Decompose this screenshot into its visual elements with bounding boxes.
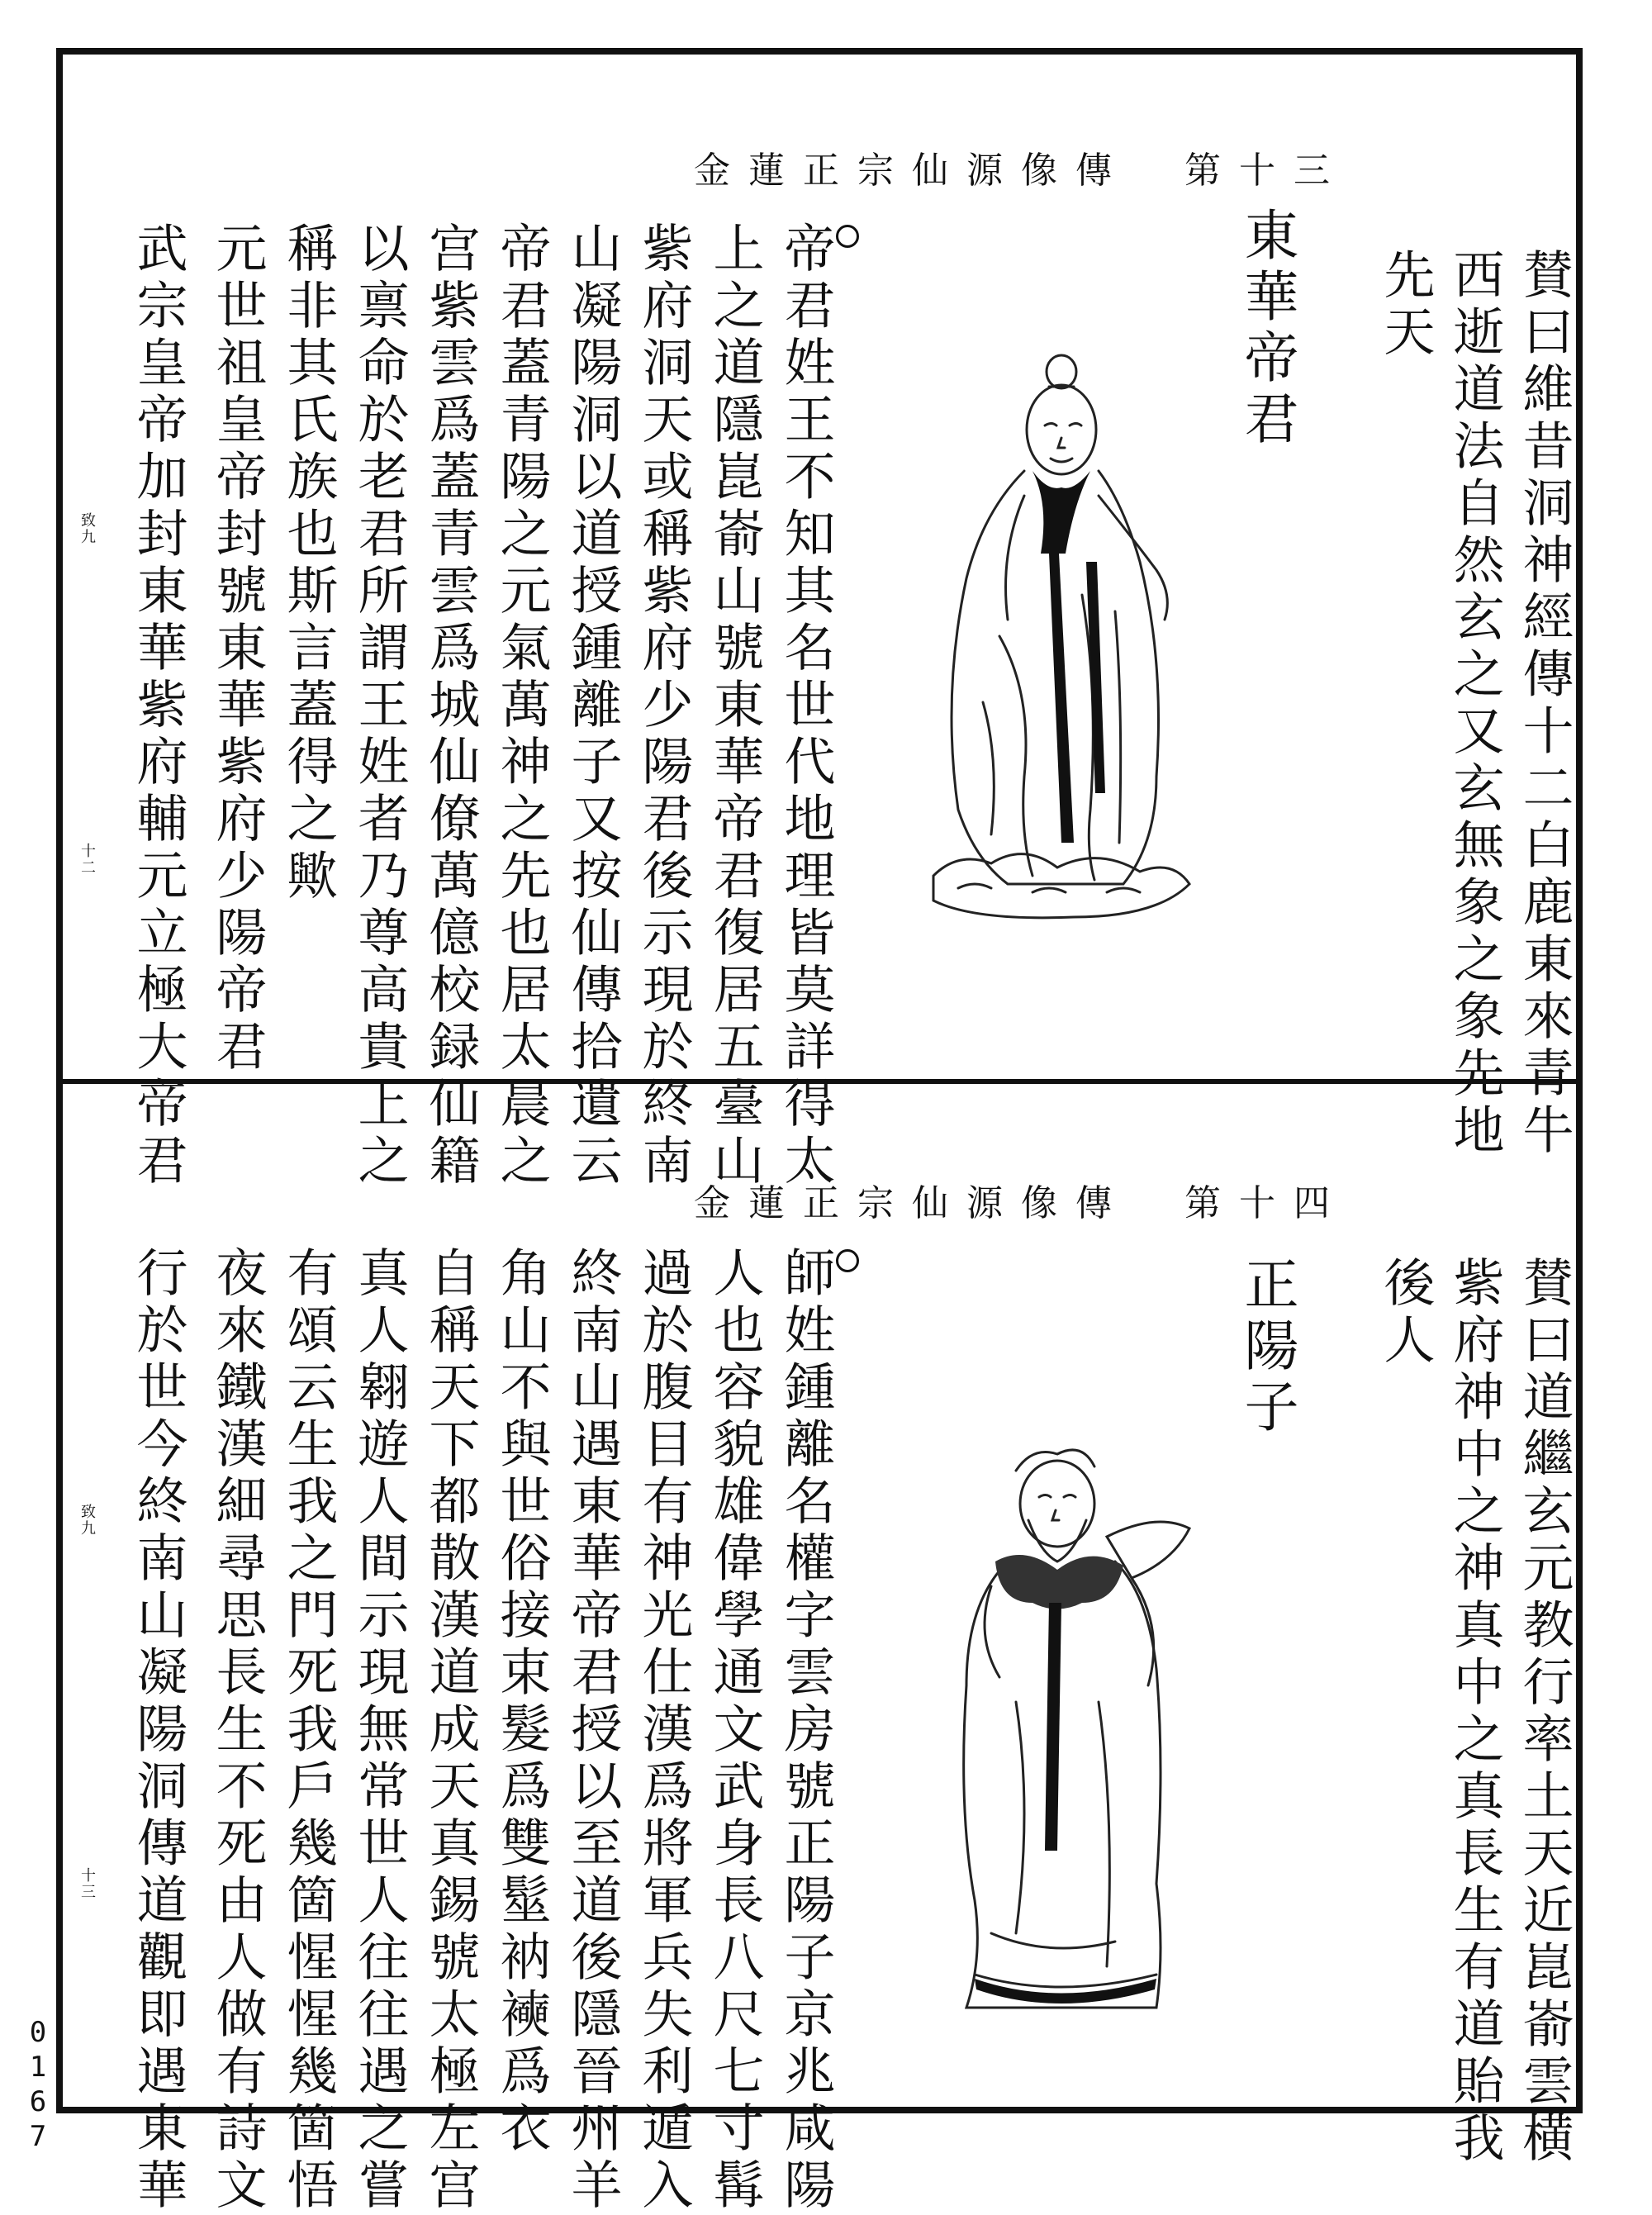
bio-line-1: 師姓鍾離名權字雲房號正陽子京兆咸陽 xyxy=(776,1246,836,2215)
praise-line-1: 賛曰維昔洞神經傳十二白鹿東來青牛 xyxy=(1514,248,1574,1160)
praise-line-3: 先天 xyxy=(1375,248,1436,362)
bio-line-4: 山凝陽洞以道授鍾離子又按仙傳拾遺云 xyxy=(563,221,623,1191)
immortal-figure-illustration xyxy=(909,347,1206,925)
bio-line-4: 終南山遇東華帝君授以至道後隱晉州羊 xyxy=(563,1246,623,2215)
folio-number-top: 十二 xyxy=(78,843,96,876)
bio-line-1: 帝君姓王不知其名世代地理皆莫詳得太 xyxy=(776,221,836,1191)
section-marker-top xyxy=(836,225,859,248)
bio-line-2: 上之道隱崑嵛山號東華帝君復居五臺山 xyxy=(705,221,765,1191)
bio-line-5: 帝君蓋青陽之元氣萬神之先也居太晨之 xyxy=(491,221,552,1191)
bio-line-3: 紫府洞天或稱紫府少陽君後示現於終南 xyxy=(634,221,694,1191)
zhengyang-figure-illustration xyxy=(917,1438,1214,2032)
section-marker-bottom xyxy=(836,1249,859,1272)
folio-code-top: 致九 xyxy=(78,512,96,545)
running-head-bottom: 金蓮正宗仙源像傳 第十四 xyxy=(694,1182,1348,1224)
figure-title-top: 東華帝君 xyxy=(1235,207,1298,451)
bio-line-6: 宫紫雲爲蓋青雲爲城仙僚萬億校録仙籍 xyxy=(420,221,481,1191)
bio-line-10: 武宗皇帝加封東華紫府輔元立極大帝君 xyxy=(128,221,188,1191)
praise-line-1: 賛曰道繼玄元教行率土天近崑嵛雲横 xyxy=(1514,1256,1574,2168)
running-head-top: 金蓮正宗仙源像傳 第十三 xyxy=(694,150,1348,192)
bio-line-9: 夜來鐵漢細尋思長生不死由人做有詩文 xyxy=(207,1246,268,2215)
bio-line-6: 自稱天下都散漢道成天真錫號太極左宫 xyxy=(420,1246,481,2215)
page-number: 0167 xyxy=(21,2016,55,2155)
bio-line-8: 有頌云生我之門死我戶幾箇惺惺幾箇悟 xyxy=(278,1246,339,2215)
bio-line-7: 真人翱遊人間示現無常世人往往遇之嘗 xyxy=(349,1246,410,2215)
figure-title-bottom: 正陽子 xyxy=(1235,1256,1298,1439)
bio-line-2: 人也容貌雄偉學通文武身長八尺七寸髯 xyxy=(705,1246,765,2215)
folio-number-bottom: 十三 xyxy=(78,1867,96,1900)
bio-line-5: 角山不與世俗接束髮爲雙髽衲襫爲衣 xyxy=(491,1246,552,2158)
praise-line-3: 後人 xyxy=(1375,1256,1436,1370)
bio-line-8: 稱非其氏族也斯言蓋得之歟 xyxy=(278,221,339,905)
praise-line-2: 紫府神中之神真中之真長生有道貽我 xyxy=(1445,1256,1505,2168)
bio-line-9: 元世祖皇帝封號東華紫府少陽帝君 xyxy=(207,221,268,1077)
folio-code-bottom: 致九 xyxy=(78,1504,96,1537)
bio-line-7: 以禀命於老君所謂王姓者乃尊高貴上之 xyxy=(349,221,410,1191)
bio-line-3: 過於腹目有神光仕漢爲將軍兵失利遁入 xyxy=(634,1246,694,2215)
praise-line-2: 西逝道法自然玄之又玄無象之象先地 xyxy=(1445,248,1505,1160)
bio-line-10: 行於世今終南山凝陽洞傳道觀即遇東華 xyxy=(128,1246,188,2215)
